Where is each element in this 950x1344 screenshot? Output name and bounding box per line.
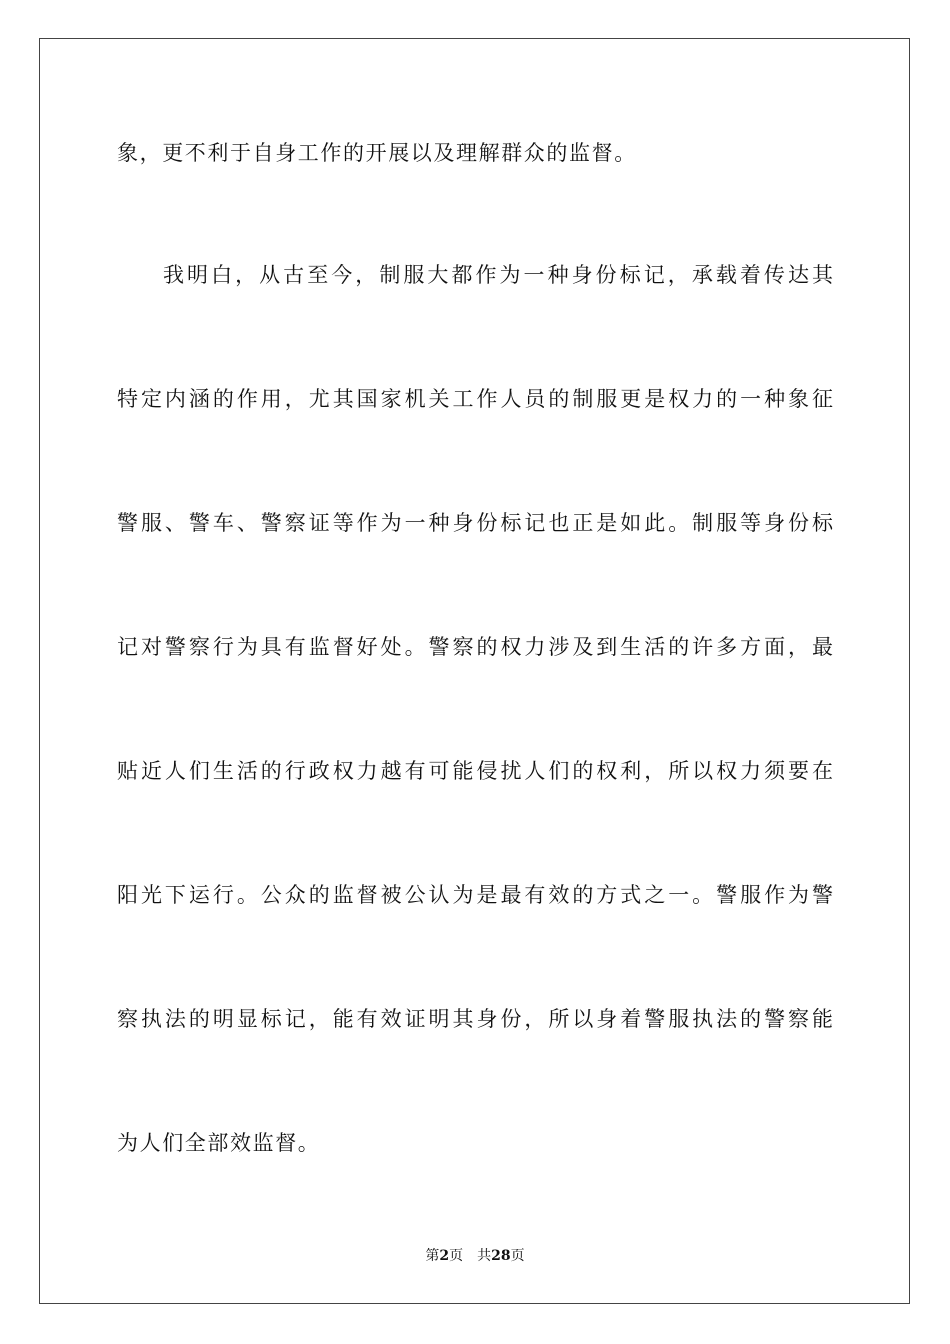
paragraph-line-2: 我明白，从古至今，制服大都作为一种身份标记，承载着传达其 [163,263,833,287]
paragraph-line-5: 记对警察行为具有监督好处。警察的权力涉及到生活的许多方面，最 [117,635,833,659]
page-border [39,38,910,1304]
total-pages: 28 [491,1248,511,1264]
page-footer [0,1246,950,1266]
paragraph-line-3: 特定内涵的作用，尤其国家机关工作人员的制服更是权力的一种象征 [117,387,833,411]
paragraph-line-4: 警服、警车、警察证等作为一种身份标记也正是如此。制服等身份标 [117,511,833,535]
page-suffix: 页 [449,1248,464,1264]
paragraph-line-8: 察执法的明显标记，能有效证明其身份，所以身着警服执法的警察能 [117,1007,833,1031]
paragraph-line-7: 阳光下运行。公众的监督被公认为是最有效的方式之一。警服作为警 [117,883,833,907]
paragraph-line-1: 象，更不利于自身工作的开展以及理解群众的监督。 [117,141,637,165]
total-prefix: 共 [477,1248,492,1264]
paragraph-line-9: 为人们全部效监督。 [117,1131,321,1155]
page-number: 2 [439,1248,450,1264]
paragraph-line-6: 贴近人们生活的行政权力越有可能侵扰人们的权利，所以权力须要在 [117,759,833,783]
total-suffix: 页 [510,1248,525,1264]
page-prefix: 第 [425,1248,440,1264]
